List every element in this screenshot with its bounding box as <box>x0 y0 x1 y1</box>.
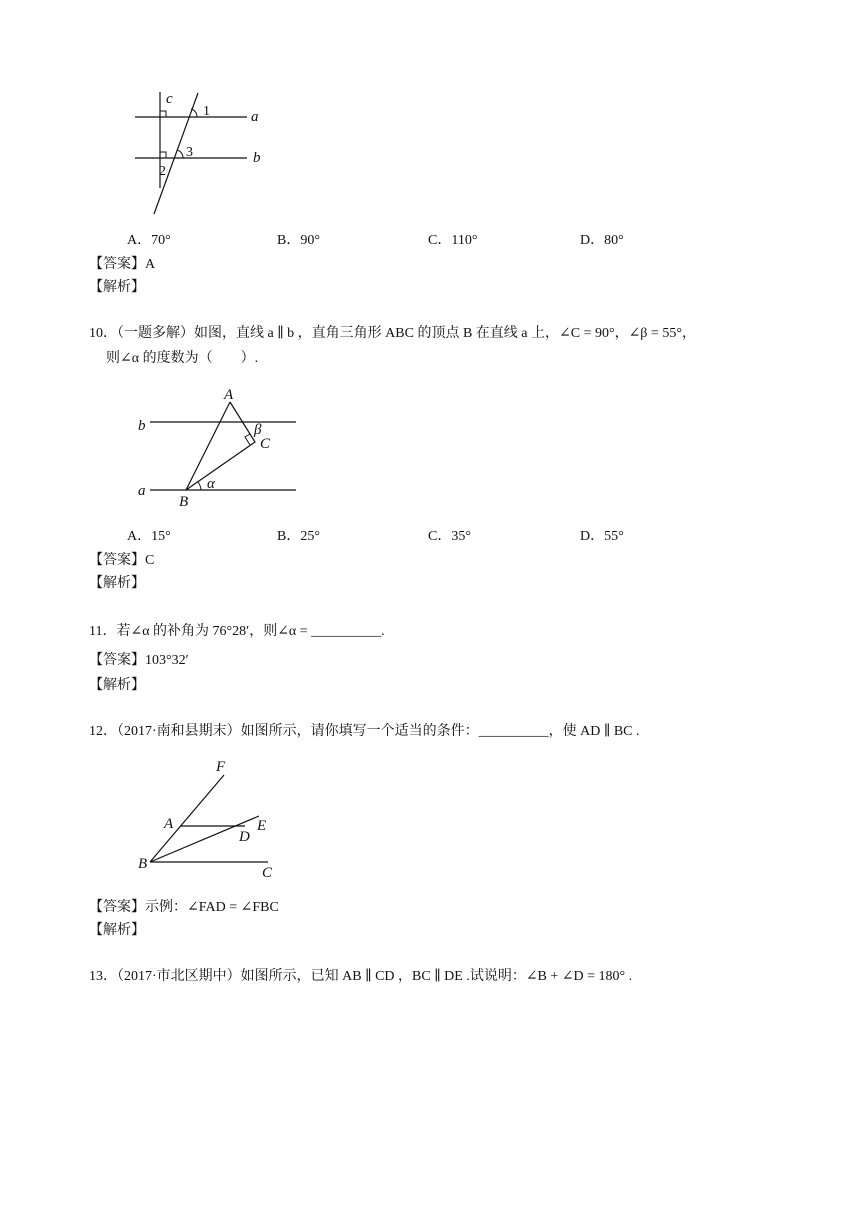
q11-answer-label: 【答案】 <box>89 653 145 668</box>
q9-option-b: B．90° <box>277 233 320 248</box>
q10-stem-line2: 则∠α 的度数为（ ）. <box>106 351 259 366</box>
q10-figure <box>135 382 305 510</box>
q10-label-a: a <box>138 483 146 499</box>
q10-option-a: A．15° <box>127 529 171 544</box>
q9-option-c: C．110° <box>428 233 478 248</box>
q12-answer <box>89 899 279 917</box>
q12-figure <box>134 755 284 883</box>
q9-label-c: c <box>166 91 173 107</box>
q10-label-alpha: α <box>207 476 215 492</box>
q9-label-a: a <box>251 109 259 125</box>
q10-label-B: B <box>179 494 189 510</box>
q12-label-D: D <box>239 829 250 845</box>
q10-label-C: C <box>260 436 271 452</box>
q13-stem: 13．（2017·市北区期中）如图所示，已知 AB ∥ CD ，BC ∥ DE .试说明：∠B + ∠D = 180° . <box>89 969 633 984</box>
q9-analysis: 【解析】 <box>89 280 145 295</box>
q9-label-3: 3 <box>186 145 193 160</box>
q9-option-d: D．80° <box>580 233 624 248</box>
q10-label-b: b <box>138 418 146 434</box>
q12-label-C: C <box>262 865 273 881</box>
q12-label-F: F <box>216 759 226 775</box>
q10-stem-line1: 10．（一题多解）如图，直线 a ∥ b ，直角三角形 ABC 的顶点 B 在直线 a 上，∠C = 90°，∠β = 55°， <box>89 326 696 341</box>
q9-label-1: 1 <box>203 104 210 119</box>
q11-answer-value: 103°32′ <box>145 653 189 668</box>
q12-label-B: B <box>138 856 148 872</box>
q12-answer-label: 【答案】 <box>89 900 145 915</box>
q9-answer: 【答案】A <box>89 257 156 272</box>
q10-answer: 【答案】C <box>89 553 155 568</box>
q10-option-d: D．55° <box>580 529 624 544</box>
q12-label-A: A <box>164 816 174 832</box>
q10-analysis: 【解析】 <box>89 576 145 591</box>
q9-label-b: b <box>253 150 261 166</box>
q12-analysis: 【解析】 <box>89 923 145 938</box>
q12-label-E: E <box>257 818 267 834</box>
q11-answer <box>89 652 189 670</box>
q12-stem: 12．（2017·南和县期末）如图所示，请你填写一个适当的条件：__________，使 AD ∥ BC . <box>89 724 640 739</box>
q10-label-beta: β <box>254 422 262 438</box>
q10-option-b: B．25° <box>277 529 320 544</box>
q10-label-A: A <box>224 387 234 403</box>
q11-stem: 11．若∠α 的补角为 76°28′，则∠α = __________. <box>89 624 385 639</box>
q9-label-2: 2 <box>159 164 166 179</box>
q9-figure <box>125 88 275 218</box>
q12-answer-value: 示例：∠FAD = ∠FBC <box>145 900 279 915</box>
q10-option-c: C．35° <box>428 529 471 544</box>
q9-option-a: A．70° <box>127 233 171 248</box>
q11-analysis: 【解析】 <box>89 678 145 693</box>
